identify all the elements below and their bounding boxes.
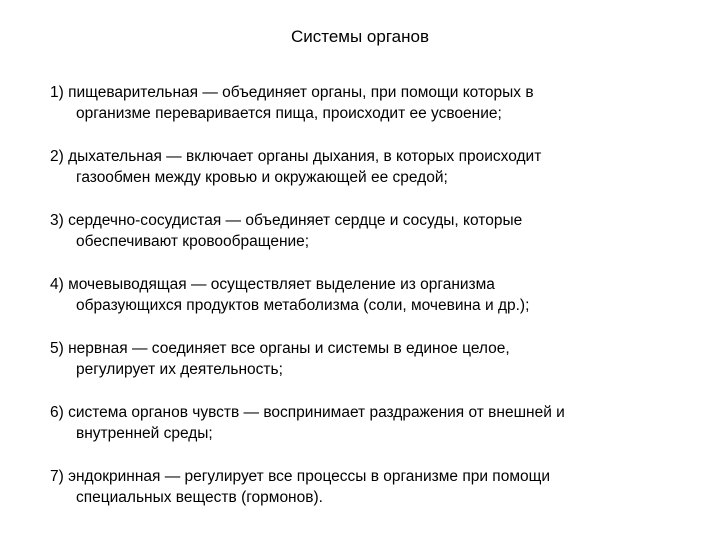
list-item-line: 3) сердечно-сосудистая — объединяет сердце и сосуды, которые xyxy=(50,212,523,229)
list-item-line: организме переваривается пища, происходит ее усвоение; xyxy=(76,105,502,122)
list-item-line: специальных веществ (гормонов). xyxy=(76,489,323,506)
organ-systems-list xyxy=(50,82,680,530)
slide-title: Системы органов xyxy=(290,27,430,46)
list-item-urinary xyxy=(50,274,680,316)
list-item-respiratory xyxy=(50,146,680,188)
list-item-line: 5) нервная — соединяет все органы и системы в единое целое, xyxy=(50,340,510,357)
list-item-line: 2) дыхательная — включает органы дыхания, в которых происходит xyxy=(50,148,542,165)
list-item-line: образующихся продуктов метаболизма (соли, мочевина и др.); xyxy=(76,297,530,314)
list-item-cardiovascular xyxy=(50,210,680,252)
list-item-line: газообмен между кровью и окружающей ее средой; xyxy=(76,169,448,186)
list-item-line: регулирует их деятельность; xyxy=(76,361,283,378)
list-item-line: 1) пищеварительная — объединяет органы, при помощи которых в xyxy=(50,84,534,101)
list-item-nervous xyxy=(50,338,680,380)
list-item-line: 7) эндокринная — регулирует все процессы в организме при помощи xyxy=(50,468,551,485)
list-item-endocrine xyxy=(50,466,680,508)
list-item-line: внутренней среды; xyxy=(76,425,213,442)
list-item-sensory xyxy=(50,402,680,444)
list-item-digestive xyxy=(50,82,680,124)
list-item-line: 4) мочевыводящая — осуществляет выделение из организма xyxy=(50,276,495,293)
list-item-line: 6) система органов чувств — воспринимает раздражения от внешней и xyxy=(50,404,565,421)
list-item-line: обеспечивают кровообращение; xyxy=(76,233,310,250)
